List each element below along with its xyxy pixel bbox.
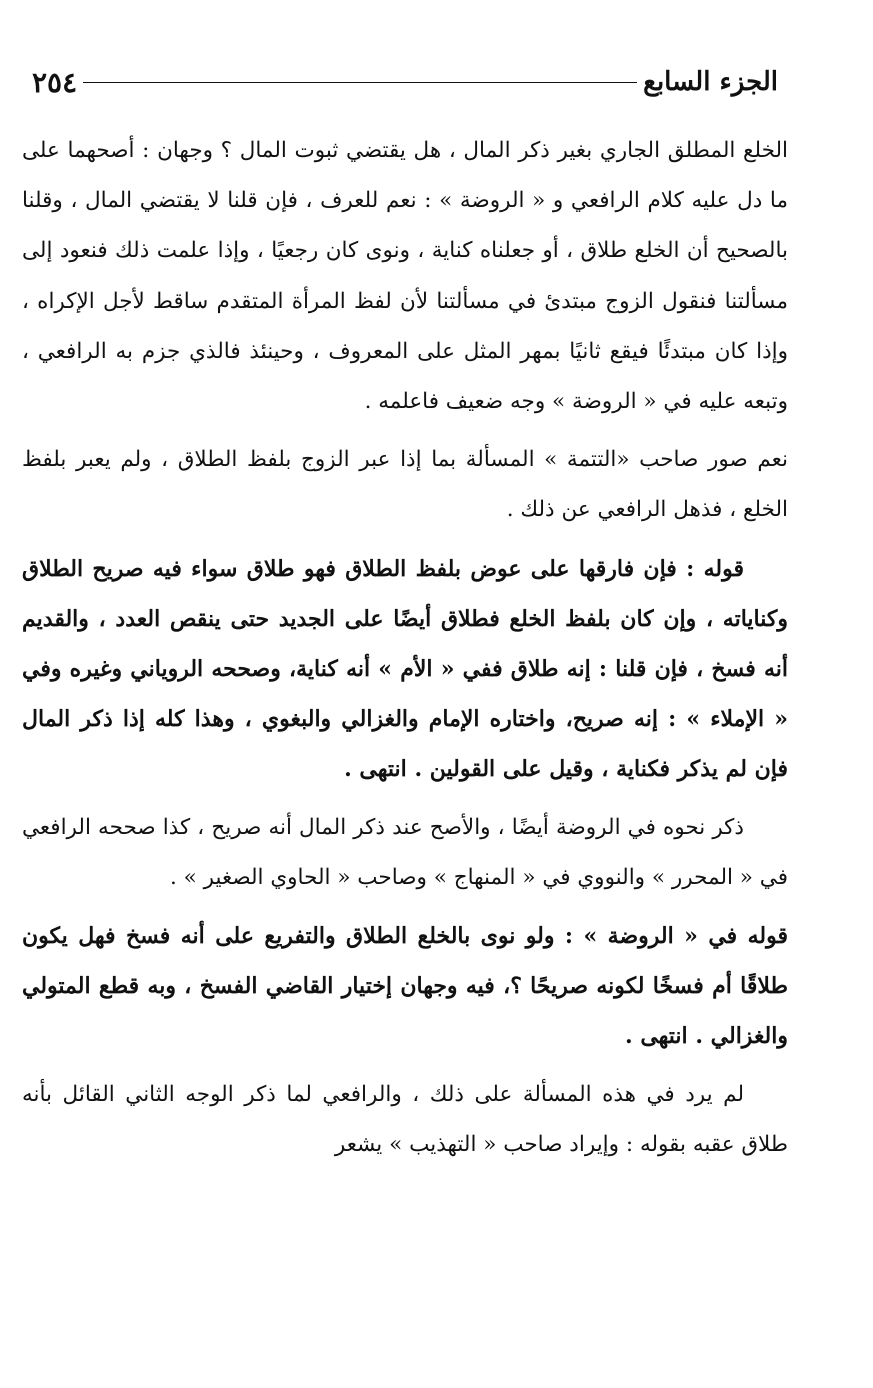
running-title: الجزء السابع: [643, 67, 778, 97]
paragraph-4: ذكر نحوه في الروضة أيضًا ، والأصح عند ذكر المال أنه صريح ، كذا صححه الرافعي في « المحرر » والنووي في « المنهاج » وصاحب « الحاوي الصغير » .: [22, 814, 788, 890]
page-body: [22, 126, 788, 1170]
page-header: [22, 60, 788, 104]
paragraph-3-quote: قوله : فإن فارقها على عوض بلفظ الطلاق فهو طلاق سواء فيه صريح الطلاق وكناياته ، وإن كان بلفظ الخلع فطلاق أيضًا على الجديد حتى ينقص العدد ، والقديم أنه فسخ ، فإن قلنا : إنه طلاق ففي « الأم » أنه كناية، وصححه الروياني وغيره وفي « الإملاء » : إنه صريح، واختاره الإمام والغزالي والبغوي ، وهذا كله إذا ذكر المال فإن لم يذكر فكناية ، وقيل على القولين . انتهى .: [22, 555, 788, 783]
paragraph-5-quote: قوله في « الروضة » : ولو نوى بالخلع الطلاق والتفريع على أنه فسخ فهل يكون طلاقًا أم فسخًا لكونه صريحًا ؟، فيه وجهان إختيار القاضي الفسخ ، وبه قطع المتولي والغزالي . انتهى .: [22, 923, 788, 1050]
paragraph-6: لم يرد في هذه المسألة على ذلك ، والرافعي لما ذكر الوجه الثاني القائل بأنه طلاق عقبه بقوله : وإيراد صاحب « التهذيب » يشعر: [22, 1081, 788, 1157]
paragraph-1: الخلع المطلق الجاري بغير ذكر المال ، هل يقتضي ثبوت المال ؟ وجهان : أصحهما على ما دل عليه كلام الرافعي و « الروضة » : نعم للعرف ، فإن قلنا لا يقتضي المال ، وقلنا بالصحيح أن الخلع طلاق ، أو جعلناه كناية ، ونوى كان رجعيًا ، وإذا علمت ذلك فنعود إلى مسألتنا فنقول الزوج مبتدئ في مسألتنا لأن لفظ المرأة المتقدم ساقط لأجل الإكراه ، وإذا كان مبتدئًا فيقع ثانيًا بمهر المثل على المعروف ، وحينئذ فالذي جزم به الرافعي ، وتبعه عليه في « الروضة » وجه ضعيف فاعلمه .: [22, 138, 788, 415]
page-number: ٢٥٤: [32, 65, 78, 99]
document-page: [22, 60, 788, 1178]
header-rule: [83, 82, 637, 83]
paragraph-2: نعم صور صاحب «التتمة » المسألة بما إذا عبر الزوج بلفظ الطلاق ، ولم يعبر بلفظ الخلع ، فذهل الرافعي عن ذلك .: [22, 447, 788, 523]
